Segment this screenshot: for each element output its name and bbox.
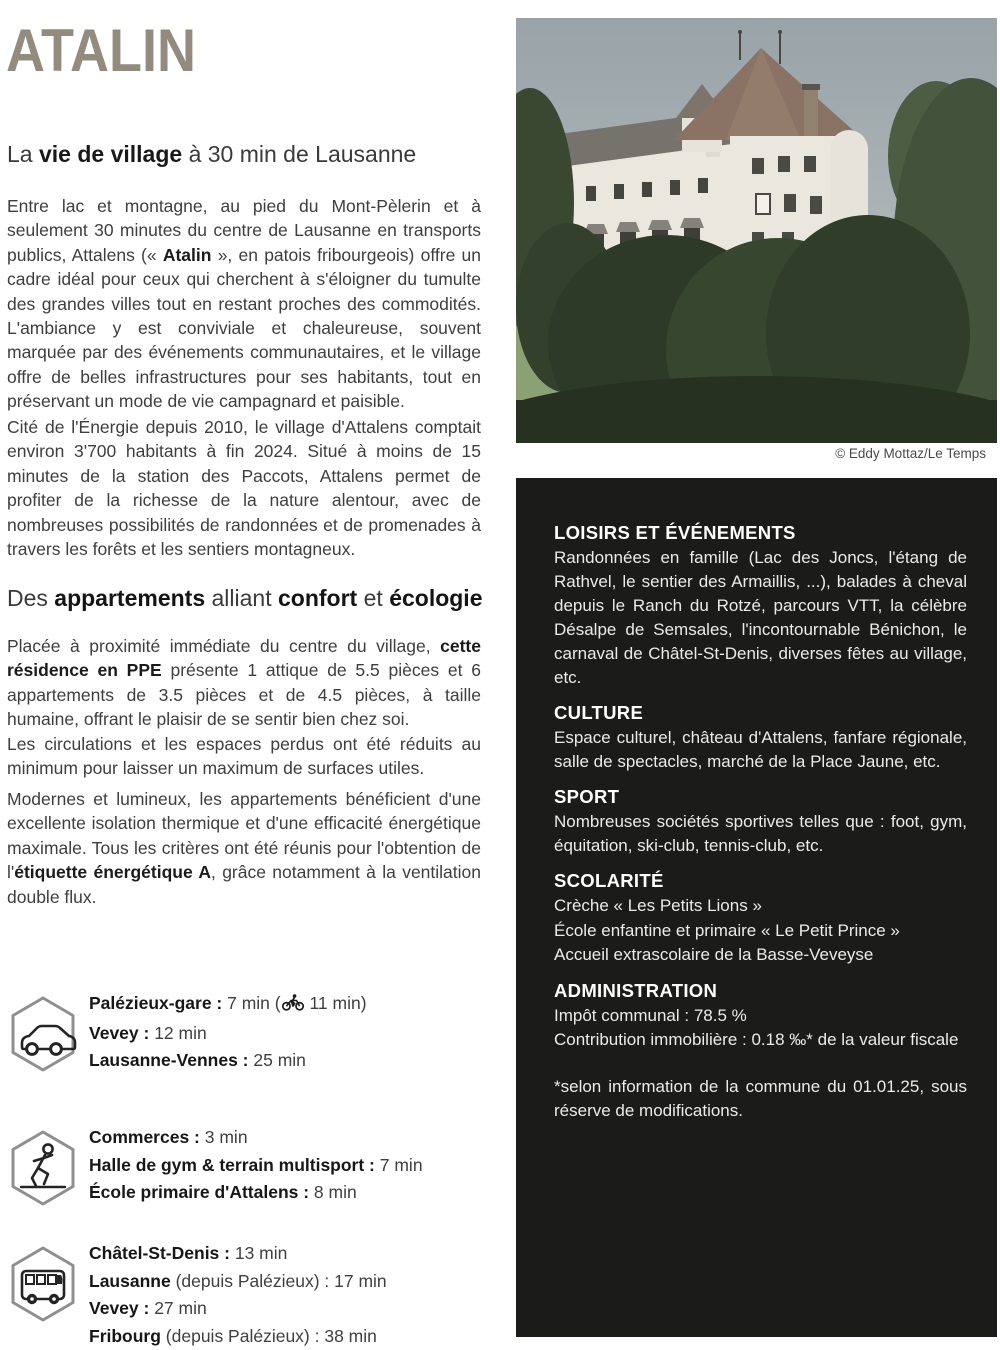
infobox-footnote: *selon information de la commune du 01.01.25, sous réserve de modifications. xyxy=(554,1076,967,1120)
infobox-section-title: CULTURE xyxy=(554,702,644,723)
runner-icon xyxy=(7,1128,79,1208)
paragraph-residence: Placée à proximité immédiate du centre du village, cette résidence en PPE présente 1 attique de 5.5 pièces et 6 appartements de 3.5 pièces et de 4.5 pièces, à taille humaine, offrant le plaisir de se sentir bien chez soi. Les circulations et les espaces perdus ont été réduits au minimum pour laisser un maximum de surfaces utiles. xyxy=(7,636,481,779)
infobox-section-title: SPORT xyxy=(554,786,620,807)
chateau-photo xyxy=(516,18,997,443)
infobox-section-title: SCOLARITÉ xyxy=(554,870,664,891)
paragraph-cite-energie: Cité de l'Énergie depuis 2010, le village d'Attalens comptait environ 3'700 habitants à fin 2024. Situé à moins de 15 minutes de la station des Paccots, Attalens permet de profiter de la richesse de la nature alentour, avec de nombreuses possibilités de randonnées et de promenades à travers les forêts et les sentiers montagneux. xyxy=(7,417,481,560)
transport-walk-list xyxy=(89,1124,481,1207)
transport-bus-group xyxy=(7,1240,481,1350)
transport-row: Châtel-St-Denis : 13 min xyxy=(89,1243,288,1263)
photo-credit: © Eddy Mottaz/Le Temps xyxy=(835,446,986,461)
bicycle-icon xyxy=(281,992,305,1020)
transport-row: Fribourg (depuis Palézieux) : 38 min xyxy=(89,1325,377,1346)
section-heading-appartements: Des appartements alliant confort et écologie xyxy=(7,585,483,611)
transport-row: Palézieux-gare : 7 min ( 11 min) xyxy=(89,990,481,1020)
infobox-line: École enfantine et primaire « Le Petit Prince » xyxy=(554,920,900,940)
transport-row: Halle de gym & terrain multisport : 7 min xyxy=(89,1154,423,1175)
transport-row: Lausanne-Vennes : 25 min xyxy=(89,1050,306,1071)
paragraph-energie: Modernes et lumineux, les appartements bénéficient d'une excellente isolation thermique et d'une efficacité énergétique maximale. Tous les critères ont été réunis pour l'obtention de l'étiquette énergétique A, grâce notamment à la ventilation double flux. xyxy=(7,789,481,907)
infobox-section-body: Nombreuses sociétés sportives telles que : foot, gym, équitation, ski-club, tennis-club, etc. xyxy=(554,812,967,855)
transport-row: École primaire d'Attalens : 8 min xyxy=(89,1182,357,1203)
transport-car-list xyxy=(89,990,481,1075)
infobox-section-title: ADMINISTRATION xyxy=(554,979,718,1001)
paragraph-intro: Entre lac et montagne, au pied du Mont-Pèlerin et à seulement 30 minutes du centre de Lausanne en transports publics, Attalens (« Atalin », en patois fribourgeois) offre un cadre idéal pour ceux qui cherchent à s'éloigner du tumulte des grandes villes tout en restant proches des commodités. L'ambiance y est conviviale et chaleureuse, souvent marquée par des événements communautaires, et le village offre de belles infrastructures pour ses habitants, tout en préservant un mode de vie campagnard et paisible. xyxy=(7,196,481,412)
transport-walk-group xyxy=(7,1124,481,1207)
infobox-line: Accueil extrascolaire de la Basse-Veveyse xyxy=(554,945,874,964)
transport-row: Lausanne (depuis Palézieux) : 17 min xyxy=(89,1270,387,1291)
page-title: ATALIN xyxy=(6,17,196,84)
infobox-section-scolarite xyxy=(554,870,967,968)
infobox-section-culture xyxy=(554,702,967,774)
bus-icon xyxy=(7,1244,79,1324)
transport-row: Commerces : 3 min xyxy=(89,1127,248,1147)
infobox-line: Contribution immobilière : 0.18 ‰* de la valeur fiscale xyxy=(554,1030,959,1049)
infobox-line: Crèche « Les Petits Lions » xyxy=(554,896,762,915)
infobox-section-title: LOISIRS ET ÉVÉNEMENTS xyxy=(554,522,796,543)
transport-bus-list xyxy=(89,1240,481,1350)
infobox-section-loisirs xyxy=(554,522,967,690)
transport-row: Vevey : 12 min xyxy=(89,1022,207,1043)
infobox-section-body: Randonnées en famille (Lac des Joncs, l'étang de Rathvel, le sentier des Armaillis, ...), balades à cheval depuis le Ranch du Rotzé, parcours VTT, la célèbre Désalpe de Semsales, l'incontournable Bénichon, le carnaval de Châtel-St-Denis, diverses fêtes au village, etc. xyxy=(554,548,967,687)
transport-row: Vevey : 27 min xyxy=(89,1298,207,1319)
infobox-section-body: Espace culturel, château d'Attalens, fanfare régionale, salle de spectacles, marché de la Place Jaune, etc. xyxy=(554,728,967,771)
car-icon xyxy=(7,994,79,1074)
infobox-section-administration xyxy=(554,980,967,1053)
infobox-line: Impôt communal : 78.5 % xyxy=(554,1005,747,1025)
infobox-section-sport xyxy=(554,786,967,858)
info-box xyxy=(516,478,997,1337)
transport-car-group xyxy=(7,990,481,1075)
section-heading-village: La vie de village à 30 min de Lausanne xyxy=(7,141,417,167)
